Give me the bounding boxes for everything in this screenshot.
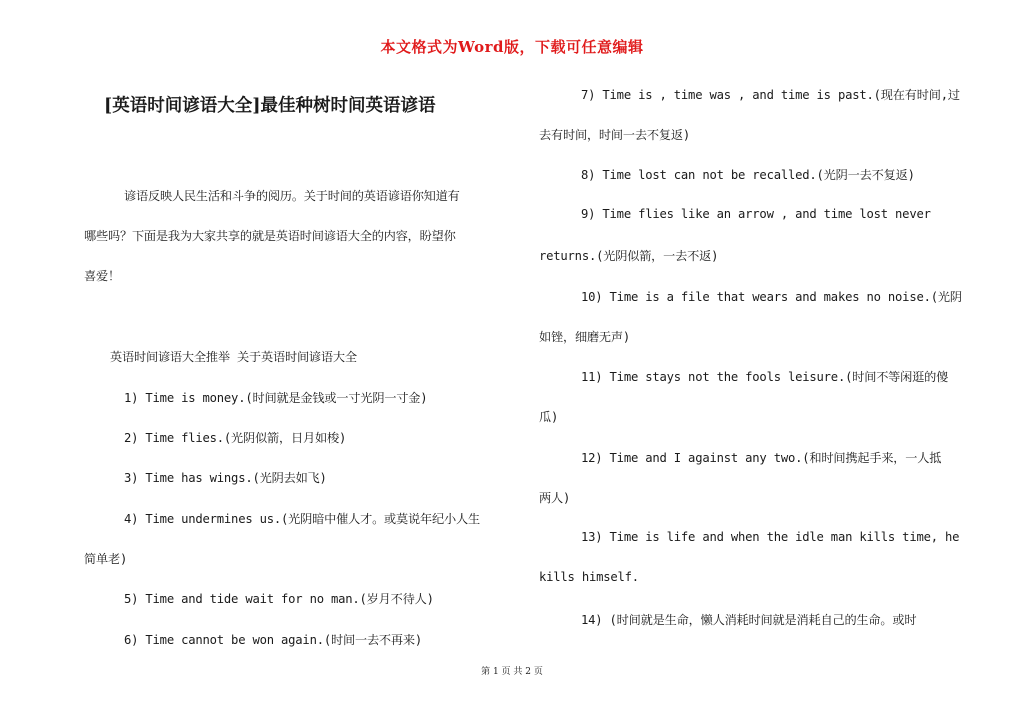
page-footer: 第 1 页 共 2 页 bbox=[481, 667, 543, 677]
intro-line-3: 喜爱！ bbox=[84, 269, 120, 283]
proverb-4-cont: 简单老) bbox=[84, 552, 128, 566]
proverb-11: 11) Time stays not the fools leisure.(时间不等闲逛的傻 bbox=[581, 370, 949, 384]
proverb-10-cont: 如锉，细磨无声) bbox=[539, 330, 631, 344]
proverb-9: 9) Time flies like an arrow , and time lost never bbox=[581, 207, 931, 221]
intro-line-1: 谚语反映人民生活和斗争的阅历。关于时间的英语谚语你知道有 bbox=[124, 189, 460, 203]
proverb-7-cont: 去有时间，时间一去不复返) bbox=[539, 128, 690, 142]
proverb-2: 2) Time flies.(光阴似箭，日月如梭) bbox=[124, 431, 347, 445]
proverb-9-cont: returns.(光阴似箭，一去不返) bbox=[539, 249, 719, 263]
proverb-13: 13) Time is life and when the idle man kills time, he bbox=[581, 530, 960, 544]
page-title: [英语时间谚语大全]最佳种树时间英语谚语 bbox=[104, 96, 436, 116]
proverb-1: 1) Time is money.(时间就是金钱或一寸光阴一寸金) bbox=[124, 391, 428, 405]
proverb-11-cont: 瓜) bbox=[539, 410, 559, 424]
proverb-8: 8) Time lost can not be recalled.(光阴一去不复返) bbox=[581, 168, 915, 182]
section-heading: 英语时间谚语大全推举 关于英语时间谚语大全 bbox=[110, 350, 357, 364]
proverb-12-cont: 两人) bbox=[539, 491, 571, 505]
proverb-4: 4) Time undermines us.(光阴暗中催人才。或莫说年纪小人生 bbox=[124, 512, 480, 526]
proverb-10: 10) Time is a file that wears and makes no noise.(光阴 bbox=[581, 290, 962, 304]
proverb-3: 3) Time has wings.(光阴去如飞) bbox=[124, 471, 327, 485]
proverb-14: 14) (时间就是生命，懒人消耗时间就是消耗自己的生命。或时 bbox=[581, 613, 917, 627]
proverb-13-cont: kills himself. bbox=[539, 570, 639, 584]
proverb-12: 12) Time and I against any two.(和时间携起手来，一人抵 bbox=[581, 451, 942, 465]
intro-line-2: 哪些吗？下面是我为大家共享的就是英语时间谚语大全的内容，盼望你 bbox=[84, 229, 456, 243]
word-format-banner: 本文格式为Word版，下载可任意编辑 bbox=[380, 38, 644, 56]
proverb-7: 7) Time is , time was , and time is past.(现在有时间,过 bbox=[581, 88, 960, 102]
proverb-5: 5) Time and tide wait for no man.(岁月不待人) bbox=[124, 592, 434, 606]
proverb-6: 6) Time cannot be won again.(时间一去不再来) bbox=[124, 633, 423, 647]
